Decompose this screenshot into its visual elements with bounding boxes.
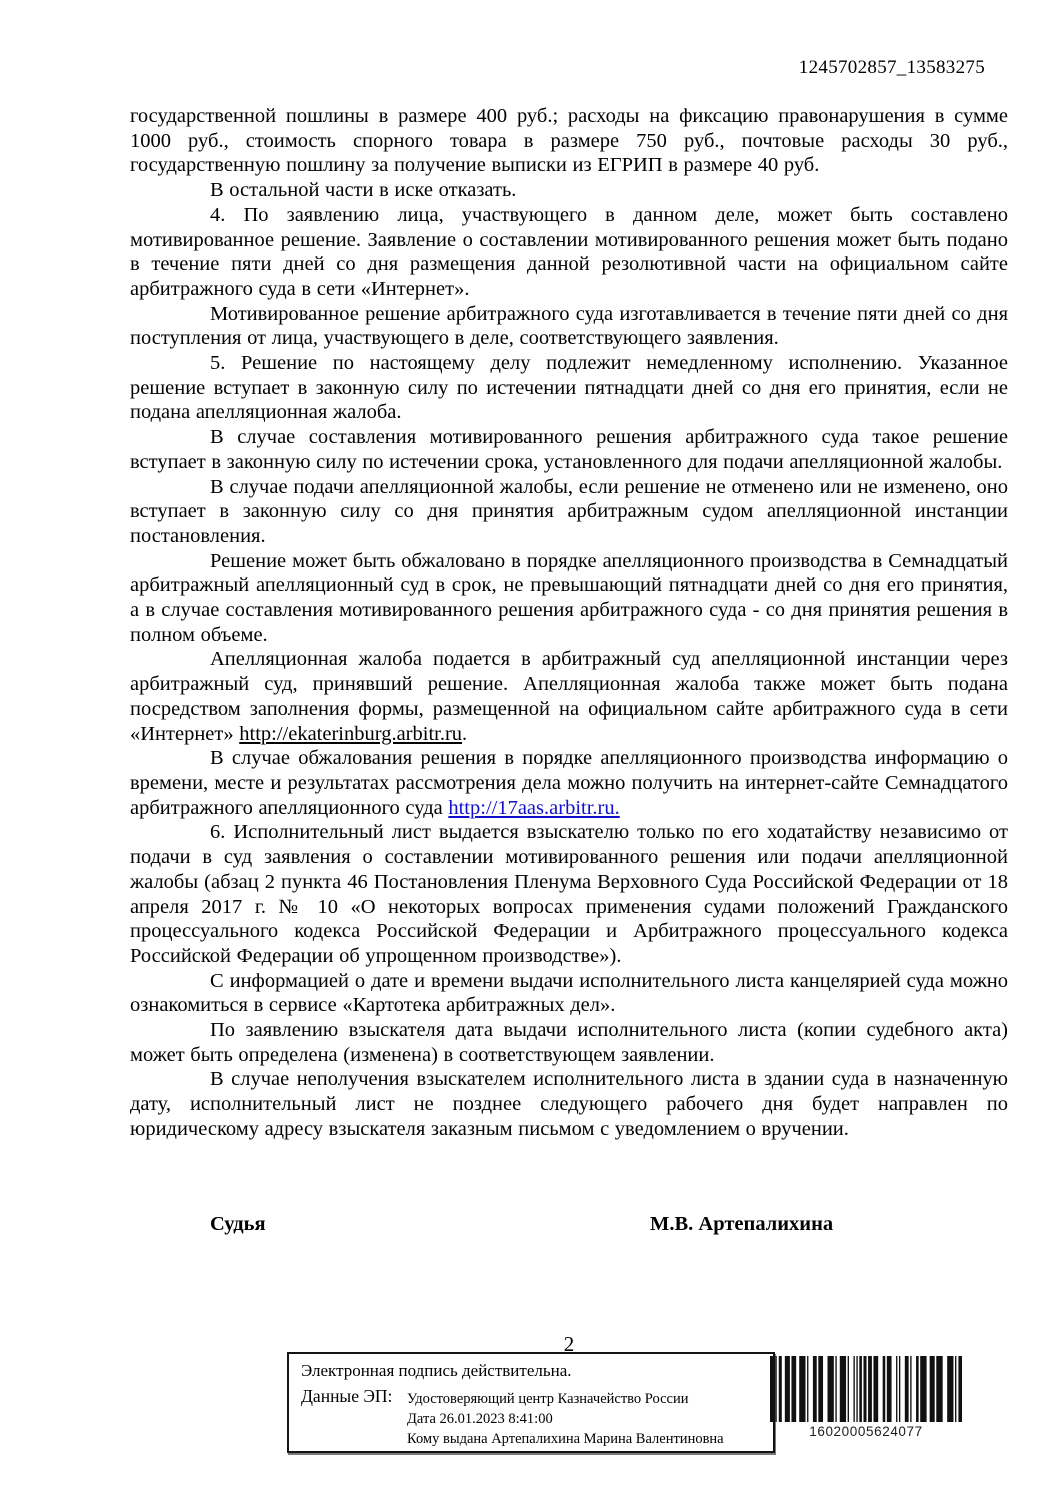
paragraph: Решение может быть обжаловано в порядке апелляционного производства в Семнадцатый арбитражный апелляционный суд в срок, не превышающий пятнадцати дней со дня его принятия, а в случае составления мотивированного решения арбитражного суда - со дня принятия решения в полном объеме.: [130, 549, 1008, 646]
judge-label: Судья: [210, 1213, 266, 1235]
stamp-data-row: [301, 1386, 773, 1449]
barcode: [770, 1356, 962, 1442]
paragraph: [130, 647, 1008, 746]
paragraph: В остальной части в иске отказать.: [210, 179, 517, 202]
paragraph-text: В случае обжалования решения в порядке апелляционного производства информацию о времени, месте и результатах рассмотрения дела можно получить на интернет-сайте Семнадцатого арбитражного апелляционного суда: [130, 747, 1008, 819]
paragraph: В случае подачи апелляционной жалобы, если решение не отменено или не изменено, оно вступает в законную силу со дня принятия арбитражным судом апелляционной инстанции постановления.: [130, 475, 1008, 547]
link-17aas-arbitr[interactable]: http://17aas.arbitr.ru.: [448, 796, 620, 819]
paragraph: [130, 746, 1008, 820]
stamp-detail-issued-to: Кому выдана Артепалихина Марина Валентиновна: [407, 1431, 724, 1447]
barcode-bars-icon: [770, 1356, 962, 1422]
paragraph: С информацией о дате и времени выдачи исполнительного листа канцелярией суда можно ознакомиться в сервисе «Картотека арбитражных дел».: [130, 969, 1008, 1017]
page-number: 2: [563, 1332, 575, 1356]
paragraph: В случае составления мотивированного решения арбитражного суда такое решение вступает в законную силу по истечении срока, установленного для подачи апелляционной жалобы.: [130, 426, 1008, 473]
stamp-detail-date: Дата 26.01.2023 8:41:00: [407, 1411, 553, 1427]
stamp-data-label: Данные ЭП:: [301, 1386, 393, 1406]
barcode-number: 16020005624077: [809, 1424, 923, 1439]
paragraph: 5. Решение по настоящему делу подлежит немедленному исполнению. Указанное решение вступает в законную силу по истечении пятнадцати дней со дня его принятия, если не подана апелляционная жалоба.: [130, 352, 1008, 424]
paragraph: По заявлению взыскателя дата выдачи исполнительного листа (копии судебного акта) может быть определена (изменена) в соответствующем заявлении.: [130, 1019, 1008, 1066]
paragraph: В случае неполучения взыскателем исполнительного листа в здании суда в назначенную дату, исполнительный лист не позднее следующего рабочего дня будет направлен по юридическому адресу взыскателя заказным письмом с уведомлением о вручении.: [130, 1068, 1008, 1140]
stamp-valid-text: Электронная подпись действительна.: [301, 1361, 572, 1380]
stamp-details: [407, 1386, 724, 1449]
document-body: [130, 104, 1008, 1142]
document-id: 1245702857_13583275: [798, 57, 985, 78]
stamp-detail-authority: Удостоверяющий центр Казначейство России: [407, 1391, 689, 1407]
link-ekaterinburg-arbitr[interactable]: http://ekaterinburg.arbitr.ru: [239, 722, 463, 745]
judge-name: М.В. Артепалихина: [650, 1213, 834, 1235]
paragraph: 4. По заявлению лица, участвующего в данном деле, может быть составлено мотивированное решение. Заявление о составлении мотивированного решения может быть подано в течение пяти дней со дня размещения данной резолютивной части на официальном сайте арбитражного суда в сети «Интернет».: [130, 203, 1008, 300]
signature-stamp: [287, 1352, 775, 1453]
paragraph: государственной пошлины в размере 400 руб.; расходы на фиксацию правонарушения в сумме 1000 руб., стоимость спорного товара в размере 750 руб., почтовые расходы 30 руб., государственную пошлину за получение выписки из ЕГРИП в размере 40 руб.: [130, 105, 1008, 177]
signature-block: [130, 1212, 1008, 1237]
paragraph-text: .: [462, 722, 468, 745]
paragraph-text: Апелляционная жалоба подается в арбитражный суд апелляционной инстанции через арбитражный суд, принявший решение. Апелляционная жалоба также может быть подана посредством заполнения формы, размещенной на официальном сайте арбитражного суда в сети «Интернет»: [130, 648, 1008, 745]
paragraph: 6. Исполнительный лист выдается взыскателю только по его ходатайству независимо от подачи в суд заявления о составлении мотивированного решения или подачи апелляционной жалобы (абзац 2 пункта 46 Постановления Пленума Верховного Суда Российской Федерации от 18 апреля 2017 г. № 10 «О некоторых вопросах применения судами положений Гражданского процессуального кодекса Российской Федерации и Арбитражного процессуального кодекса Российской Федерации об упрощенном производстве»).: [130, 821, 1008, 967]
paragraph: Мотивированное решение арбитражного суда изготавливается в течение пяти дней со дня поступления от лица, участвующего в деле, соответствующего заявления.: [130, 302, 1008, 350]
